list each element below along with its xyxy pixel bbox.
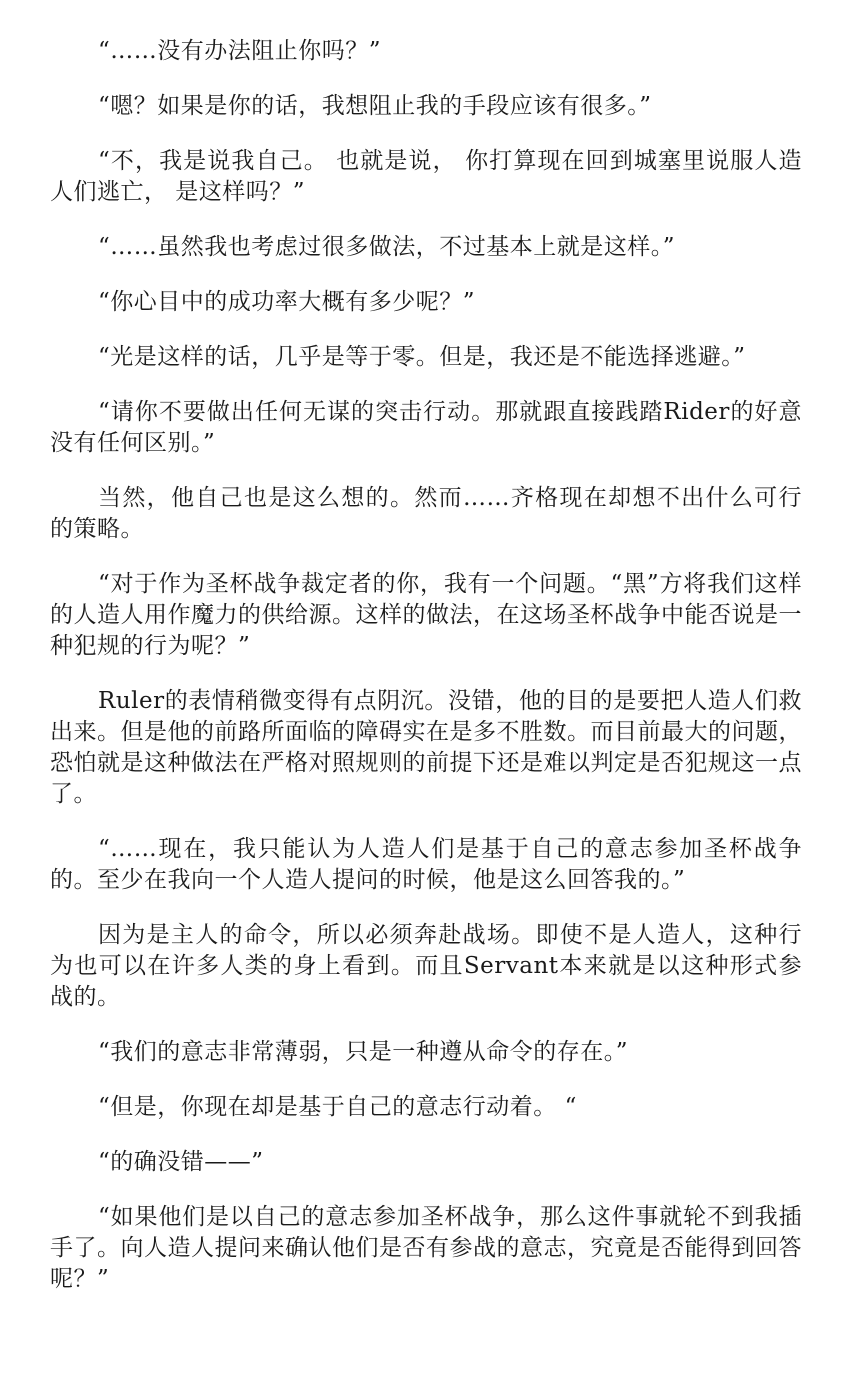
paragraph-2: “嗯？如果是你的话，我想阻止我的手段应该有很多。” xyxy=(98,93,652,119)
paragraph-15: “的确没错——” xyxy=(98,1149,264,1175)
paragraph-9: “对于作为圣杯战争裁定者的你，我有一个问题。“黑”方将我们这样的人造人用作魔力的供给源。这样的做法，在这场圣杯战争中能否说是一种犯规的行为呢？” xyxy=(50,571,802,659)
paragraph-8: 当然，他自己也是这么想的。然而……齐格现在却想不出什么可行的策略。 xyxy=(50,485,802,542)
paragraph-13: “我们的意志非常薄弱，只是一种遵从命令的存在。” xyxy=(98,1039,629,1065)
paragraph-7: “请你不要做出任何无谋的突击行动。那就跟直接践踏Rider的好意没有任何区别。” xyxy=(50,399,802,456)
paragraph-11: “……现在，我只能认为人造人们是基于自己的意志参加圣杯战争的。至少在我向一个人造人提问的时候，他是这么回答我的。” xyxy=(50,836,802,893)
paragraph-14: “但是，你现在却是基于自己的意志行动着。 “ xyxy=(98,1094,577,1120)
paragraph-6: “光是这样的话，几乎是等于零。但是，我还是不能选择逃避。” xyxy=(98,344,746,370)
paragraph-1: “……没有办法阻止你吗？” xyxy=(98,38,382,64)
paragraph-10: Ruler的表情稍微变得有点阴沉。没错，他的目的是要把人造人们救出来。但是他的前路所面临的障碍实在是多不胜数。而目前最大的问题，恐怕就是这种做法在严格对照规则的前提下还是难以判定是否犯规这一点了。 xyxy=(50,688,802,807)
novel-page xyxy=(50,36,802,1319)
paragraph-3: “不，我是说我自己。 也就是说， 你打算现在回到城塞里说服人造人们逃亡， 是这样吗？” xyxy=(50,148,802,205)
paragraph-12: 因为是主人的命令，所以必须奔赴战场。即使不是人造人，这种行为也可以在许多人类的身上看到。而且Servant本来就是以这种形式参战的。 xyxy=(50,922,802,1010)
paragraph-16: “如果他们是以自己的意志参加圣杯战争，那么这件事就轮不到我插手了。向人造人提问来确认他们是否有参战的意志，究竟是否能得到回答呢？” xyxy=(50,1204,802,1292)
paragraph-4: “……虽然我也考虑过很多做法，不过基本上就是这样。” xyxy=(98,234,676,260)
paragraph-5: “你心目中的成功率大概有多少呢？” xyxy=(98,289,476,315)
